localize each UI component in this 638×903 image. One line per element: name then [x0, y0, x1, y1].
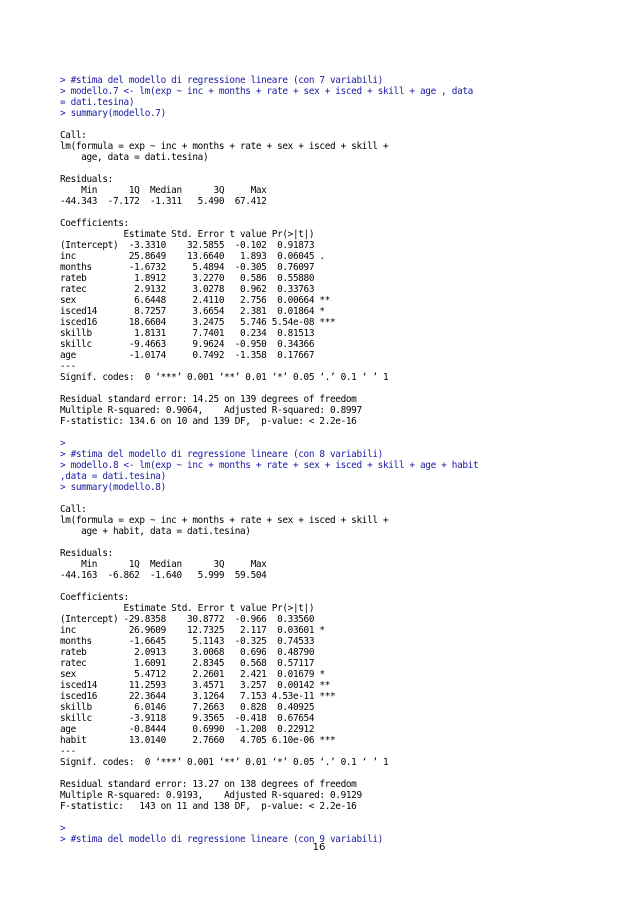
console-input-line: >: [60, 438, 66, 449]
console-output-line: isced14 11.2593 3.4571 3.257 0.00142 **: [60, 680, 331, 691]
console-input-line: > modello.8 <- lm(exp ~ inc + months + rate + sex + isced + skill + age + habit: [60, 460, 479, 471]
console-input-line: > #stima del modello di regressione lineare (con 9 variabili): [60, 834, 383, 845]
console-output-line: age -0.8444 0.6990 -1.208 0.22912: [60, 724, 315, 735]
console-output-line: sex 6.6448 2.4110 2.756 0.00664 **: [60, 295, 331, 306]
console-output-line: skillc -3.9118 9.3565 -0.418 0.67654: [60, 713, 315, 724]
console-output-line: rateb 1.8912 3.2270 0.586 0.55880: [60, 273, 315, 284]
console-output-line: ratec 2.9132 3.0278 0.962 0.33763: [60, 284, 315, 295]
console-output-line: ---: [60, 361, 76, 372]
console-output-line: isced16 18.6604 3.2475 5.746 5.54e-08 ***: [60, 317, 336, 328]
console-input-line: >: [60, 823, 66, 834]
console-output-line: Multiple R-squared: 0.9064, Adjusted R-squared: 0.8997: [60, 405, 362, 416]
console-output-line: F-statistic: 143 on 11 and 138 DF, p-value: < 2.2e-16: [60, 801, 357, 812]
console-output-line: Signif. codes: 0 ‘***’ 0.001 ‘**’ 0.01 ‘*’ 0.05 ‘.’ 0.1 ‘ ’ 1: [60, 757, 389, 768]
console-output-line: skillb 1.8131 7.7401 0.234 0.81513: [60, 328, 315, 339]
page-number: 16: [312, 842, 326, 853]
console-input-line: > #stima del modello di regressione lineare (con 8 variabili): [60, 449, 383, 460]
console-output-line: rateb 2.0913 3.0068 0.696 0.48790: [60, 647, 315, 658]
console-output-line: Residuals:: [60, 174, 113, 185]
console-output-line: -44.343 -7.172 -1.311 5.490 67.412: [60, 196, 267, 207]
console-input-line: = dati.tesina): [60, 97, 135, 108]
console-input-line: > #stima del modello di regressione lineare (con 7 variabili): [60, 75, 383, 86]
console-output-line: skillb 6.0146 7.2663 0.828 0.40925: [60, 702, 315, 713]
console-output-line: sex 5.4712 2.2601 2.421 0.01679 *: [60, 669, 325, 680]
console-output-line: skillc -9.4663 9.9624 -0.950 0.34366: [60, 339, 315, 350]
console-output-line: age + habit, data = dati.tesina): [60, 526, 251, 537]
console-output-line: -44.163 -6.862 -1.640 5.999 59.504: [60, 570, 267, 581]
console-output-line: Residual standard error: 14.25 on 139 degrees of freedom: [60, 394, 357, 405]
console-output-line: Call:: [60, 504, 87, 515]
console-output-line: age -1.0174 0.7492 -1.358 0.17667: [60, 350, 315, 361]
console-output-line: Coefficients:: [60, 592, 129, 603]
console-output-line: lm(formula = exp ~ inc + months + rate + sex + isced + skill +: [60, 515, 389, 526]
console-output-line: Multiple R-squared: 0.9193, Adjusted R-squared: 0.9129: [60, 790, 362, 801]
console-output-line: Call:: [60, 130, 87, 141]
console-output-line: inc 25.8649 13.6640 1.893 0.06045 .: [60, 251, 325, 262]
console-output-line: Coefficients:: [60, 218, 129, 229]
console-output-line: Estimate Std. Error t value Pr(>|t|): [60, 229, 315, 240]
console-output-line: (Intercept) -29.8358 30.8772 -0.966 0.33560: [60, 614, 315, 625]
console-output-line: ---: [60, 746, 76, 757]
console-output-line: inc 26.9609 12.7325 2.117 0.03601 *: [60, 625, 325, 636]
console-output-line: (Intercept) -3.3310 32.5855 -0.102 0.91873: [60, 240, 315, 251]
console-output-line: F-statistic: 134.6 on 10 and 139 DF, p-value: < 2.2e-16: [60, 416, 357, 427]
console-output-line: Estimate Std. Error t value Pr(>|t|): [60, 603, 315, 614]
console-output-line: months -1.6732 5.4894 -0.305 0.76097: [60, 262, 315, 273]
console-output-line: isced16 22.3644 3.1264 7.153 4.53e-11 ***: [60, 691, 336, 702]
console-output-line: Residuals:: [60, 548, 113, 559]
console-input-line: > summary(modello.7): [60, 108, 166, 119]
console-output-line: lm(formula = exp ~ inc + months + rate + sex + isced + skill +: [60, 141, 389, 152]
console-output-line: Signif. codes: 0 ‘***’ 0.001 ‘**’ 0.01 ‘*’ 0.05 ‘.’ 0.1 ‘ ’ 1: [60, 372, 389, 383]
console-output-line: age, data = dati.tesina): [60, 152, 209, 163]
console-output-line: Min 1Q Median 3Q Max: [60, 559, 267, 570]
console-output-line: months -1.6645 5.1143 -0.325 0.74533: [60, 636, 315, 647]
console-output-line: habit 13.0140 2.7660 4.705 6.10e-06 ***: [60, 735, 336, 746]
console-input-line: > modello.7 <- lm(exp ~ inc + months + rate + sex + isced + skill + age , data: [60, 86, 473, 97]
console-output-line: isced14 8.7257 3.6654 2.381 0.01864 *: [60, 306, 325, 317]
console-output-line: Min 1Q Median 3Q Max: [60, 185, 267, 196]
console-input-line: > summary(modello.8): [60, 482, 166, 493]
console-output-line: Residual standard error: 13.27 on 138 degrees of freedom: [60, 779, 357, 790]
console-output-line: ratec 1.6091 2.8345 0.568 0.57117: [60, 658, 315, 669]
console-input-line: ,data = dati.tesina): [60, 471, 166, 482]
